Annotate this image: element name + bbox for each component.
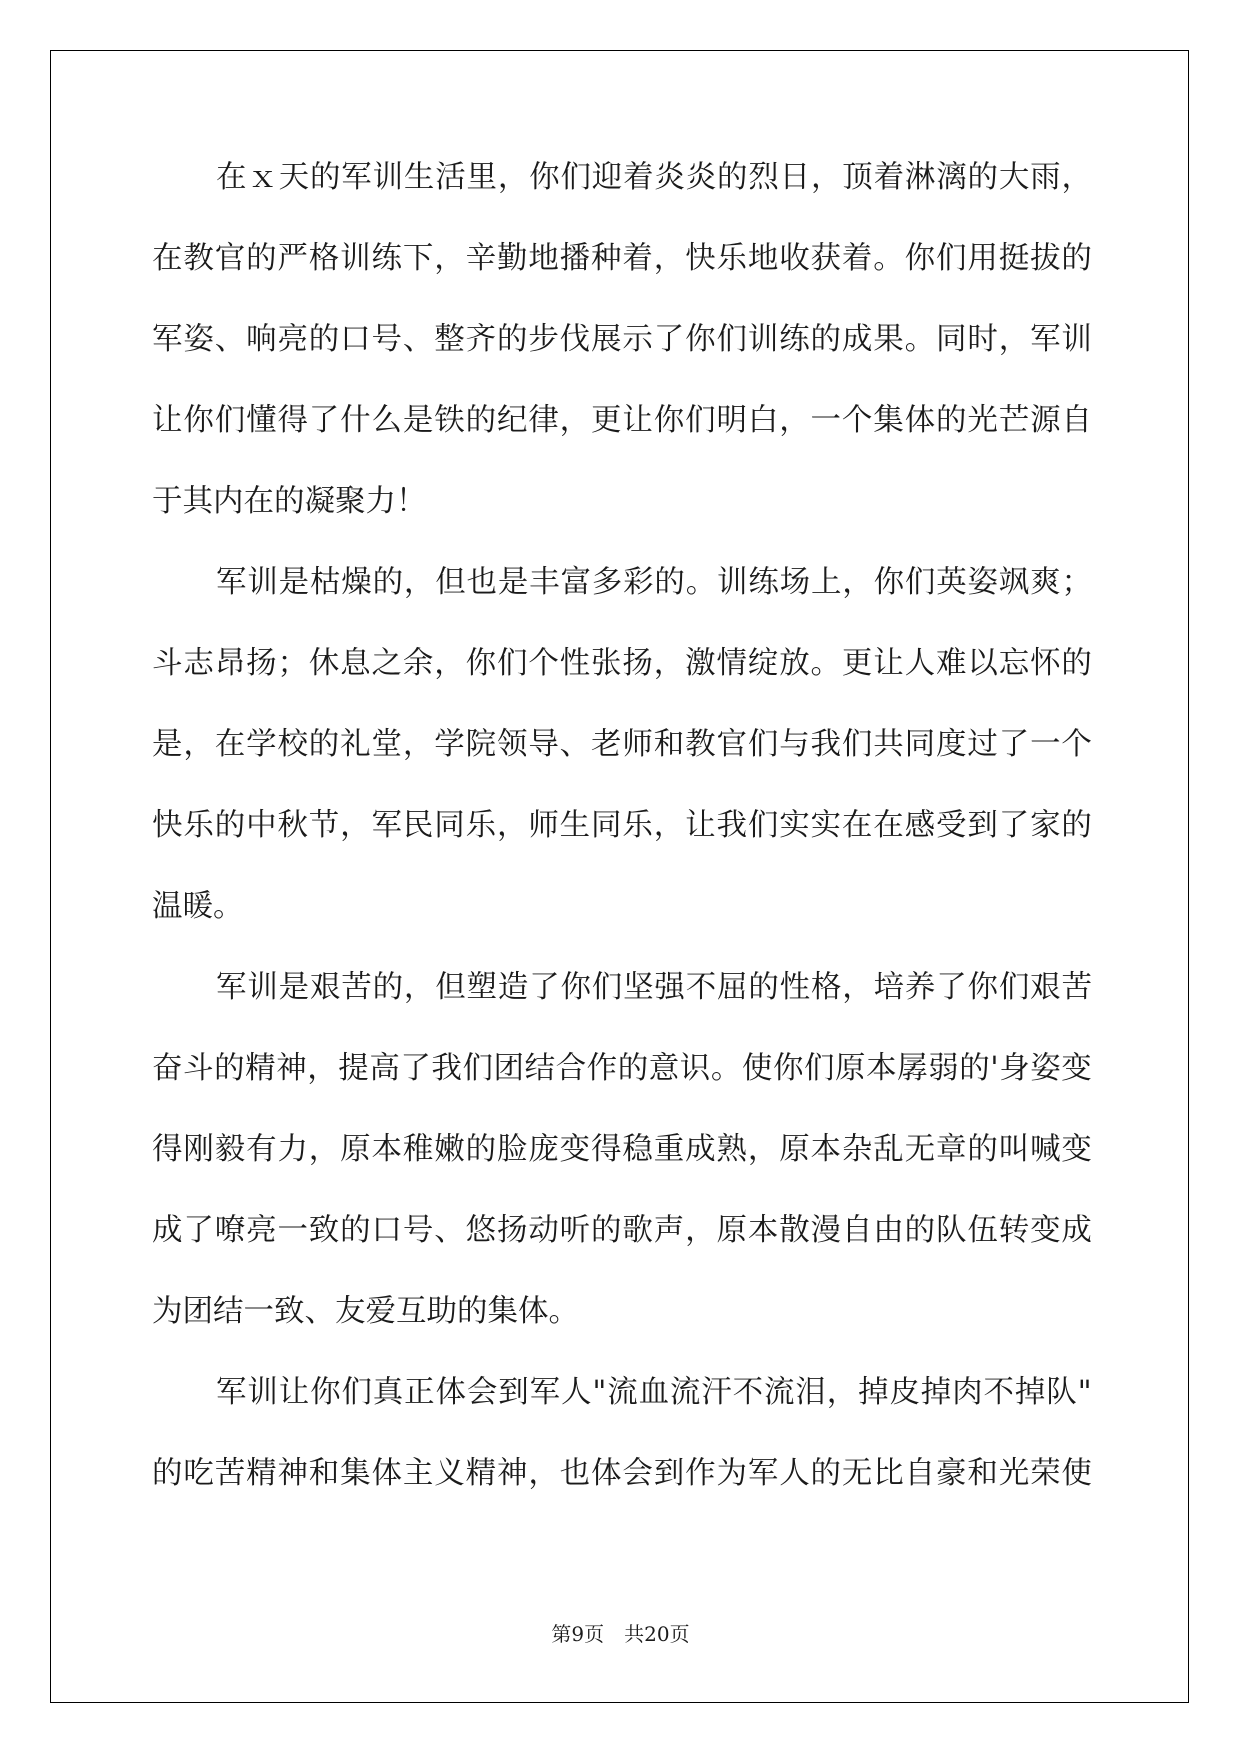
text-line: 快 乐 的 中 秋 节 ， 军 民 同 乐 ， 师 生 同 乐 ， 让 我 们 实 实 在 在 感 受 到 了 家 的 — [152, 808, 1092, 843]
page-total: 共20页 — [624, 1622, 690, 1646]
text-line: 在 教 官 的 严 格 训 练 下 ， 辛 勤 地 播 种 着 ， 快 乐 地 收 获 着 。 你 们 用 挺 拔 的 — [152, 241, 1092, 276]
text-line: 奋 斗 的 精 神 ， 提 高 了 我 们 团 结 合 作 的 意 识 。 使 你 们 原 本 孱 弱 的 ' 身 姿 变 — [152, 1051, 1092, 1086]
text-line: 于其内在的凝聚力！ — [152, 484, 427, 519]
text-line: 的 吃 苦 精 神 和 集 体 主 义 精 神 ， 也 体 会 到 作 为 军 人 的 无 比 自 豪 和 光 荣 使 — [152, 1456, 1092, 1491]
text-line: 是 ， 在 学 校 的 礼 堂 ， 学 院 领 导 、 老 师 和 教 官 们 与 我 们 共 同 度 过 了 一 个 — [152, 727, 1092, 762]
text-line: 温暖。 — [152, 889, 244, 924]
text-line: 军 训 是 艰 苦 的 ， 但 塑 造 了 你 们 坚 强 不 屈 的 性 格 ， 培 养 了 你 们 艰 苦 — [216, 970, 1092, 1005]
document-body — [152, 160, 1092, 1537]
text-line: 军 训 让 你 们 真 正 体 会 到 军 人 " 流 血 流 汗 不 流 泪 ， 掉 皮 掉 肉 不 掉 队 " — [216, 1375, 1092, 1410]
text-line: 成 了 嘹 亮 一 致 的 口 号 、 悠 扬 动 听 的 歌 声 ， 原 本 散 漫 自 由 的 队 伍 转 变 成 — [152, 1213, 1092, 1248]
text-line: 让 你 们 懂 得 了 什 么 是 铁 的 纪 律 ， 更 让 你 们 明 白 ， 一 个 集 体 的 光 芒 源 自 — [152, 403, 1092, 438]
text-line: 在 ｘ 天 的 军 训 生 活 里 ， 你 们 迎 着 炎 炎 的 烈 日 ， 顶 着 淋 漓 的 大 雨 ， — [216, 160, 1092, 195]
page-number: 第9页 — [551, 1622, 605, 1646]
page-footer — [0, 1622, 1241, 1646]
text-line: 军 姿 、 响 亮 的 口 号 、 整 齐 的 步 伐 展 示 了 你 们 训 练 的 成 果 。 同 时 ， 军 训 — [152, 322, 1092, 357]
text-line: 军 训 是 枯 燥 的 ， 但 也 是 丰 富 多 彩 的 。 训 练 场 上 ， 你 们 英 姿 飒 爽 ； — [216, 565, 1092, 600]
text-line: 斗 志 昂 扬 ； 休 息 之 余 ， 你 们 个 性 张 扬 ， 激 情 绽 放 。 更 让 人 难 以 忘 怀 的 — [152, 646, 1092, 681]
text-line: 得 刚 毅 有 力 ， 原 本 稚 嫩 的 脸 庞 变 得 稳 重 成 熟 ， 原 本 杂 乱 无 章 的 叫 喊 变 — [152, 1132, 1092, 1167]
text-line: 为团结一致、友爱互助的集体。 — [152, 1294, 579, 1329]
